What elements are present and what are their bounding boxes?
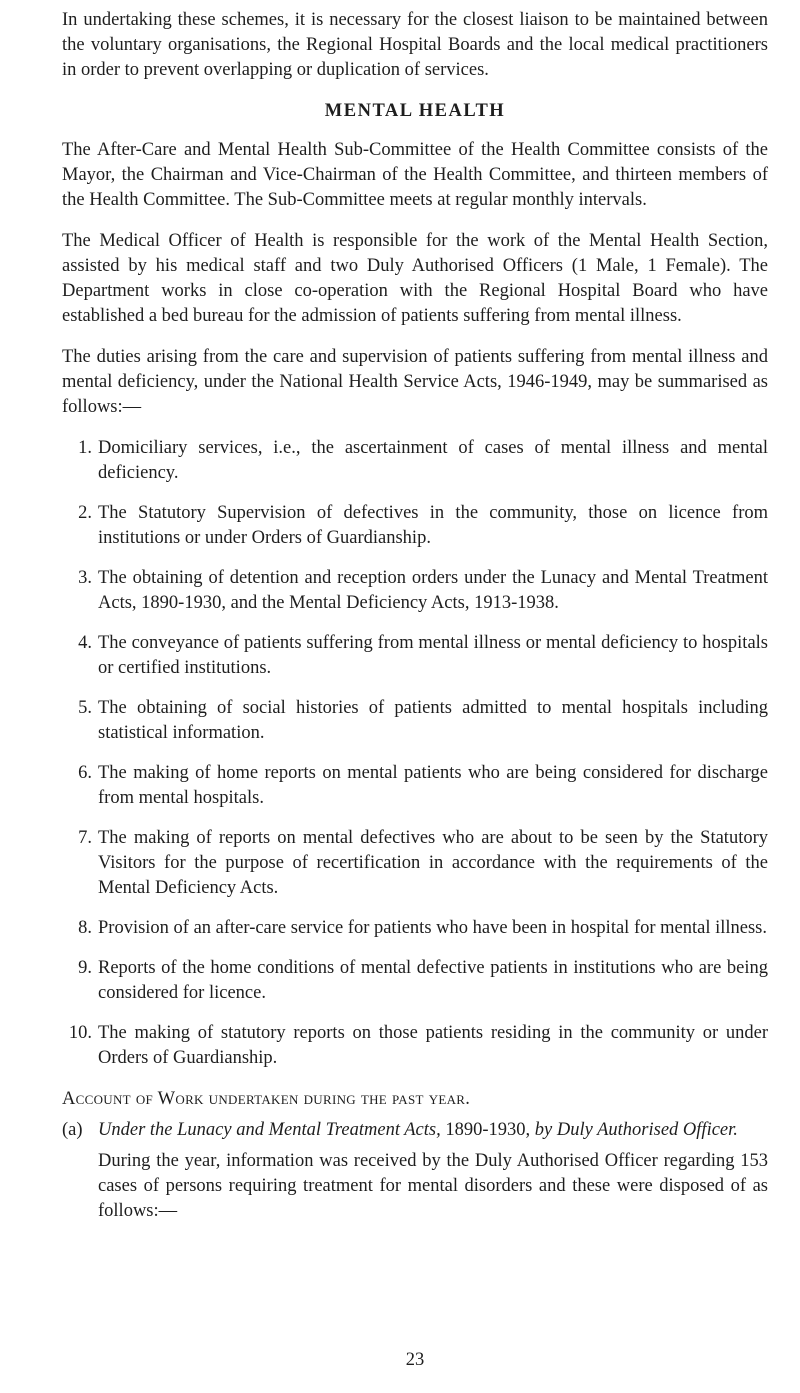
list-item-number: 7.	[78, 828, 92, 848]
list-item-number: 9.	[78, 958, 92, 978]
list-item-number: 5.	[78, 698, 92, 718]
list-item	[62, 501, 768, 551]
section-heading: MENTAL HEALTH	[324, 101, 506, 121]
list-item-number: 10.	[68, 1023, 92, 1043]
subsection-years: 1890-1930,	[440, 1120, 535, 1140]
list-item-number: 2.	[78, 503, 92, 523]
subsection-title: Under the Lunacy and Mental Treatment Acts,	[98, 1120, 441, 1140]
list-item-number: 1.	[78, 438, 92, 458]
list-item	[62, 826, 768, 901]
list-item-text: The obtaining of detention and reception orders under the Lunacy and Mental Treatment Acts, 1890-1930, and the Mental Deficiency Acts, 1913-1938.	[98, 568, 768, 613]
list-item	[62, 436, 768, 486]
subsection-label: (a)	[62, 1120, 83, 1140]
list-item-text: Domiciliary services, i.e., the ascertainment of cases of mental illness and mental deficiency.	[98, 438, 768, 483]
list-item	[62, 1021, 768, 1071]
closing-paragraph: During the year, information was received by the Duly Authorised Officer regarding 153 cases of persons requiring treatment for mental disorders and these were disposed of as follows:—	[98, 1151, 768, 1221]
committee-paragraph: The After-Care and Mental Health Sub-Committee of the Health Committee consists of the Mayor, the Chairman and Vice-Chairman of the Health Committee, and thirteen members of the Health Committee. The Sub-Committee meets at regular monthly intervals.	[62, 140, 768, 210]
list-item-number: 8.	[78, 918, 92, 938]
list-item-text: The conveyance of patients suffering from mental illness or mental deficiency to hospitals or certified institutions.	[98, 633, 768, 678]
list-item-text: The making of home reports on mental patients who are being considered for discharge from mental hospitals.	[98, 763, 768, 808]
duties-list	[62, 436, 768, 1071]
account-heading: Account of Work undertaken during the past year.	[62, 1089, 471, 1109]
list-item-text: Reports of the home conditions of mental defective patients in institutions who are being considered for licence.	[98, 958, 768, 1003]
subsection-title-tail: by Duly Authorised Officer.	[534, 1120, 738, 1140]
list-item	[62, 761, 768, 811]
list-item-text: The making of statutory reports on those patients residing in the community or under Orders of Guardianship.	[98, 1023, 768, 1068]
list-item	[62, 956, 768, 1006]
list-item-text: The making of reports on mental defectives who are about to be seen by the Statutory Visitors for the purpose of recertification in accordance with the requirements of the Mental Deficiency Acts.	[98, 828, 768, 898]
list-item	[62, 696, 768, 746]
list-item-number: 3.	[78, 568, 92, 588]
list-item	[62, 631, 768, 681]
list-item-text: The Statutory Supervision of defectives in the community, those on licence from institutions or under Orders of Guardianship.	[98, 503, 768, 548]
subsection-heading	[62, 1118, 768, 1143]
medical-officer-paragraph: The Medical Officer of Health is responsible for the work of the Mental Health Section, assisted by his medical staff and two Duly Authorised Officers (1 Male, 1 Female). The Department works in close co-operation with the Regional Hospital Board who have established a bed bureau for the admission of patients suffering from mental illness.	[62, 231, 768, 326]
list-item-text: The obtaining of social histories of patients admitted to mental hospitals including statistical information.	[98, 698, 768, 743]
list-item	[62, 566, 768, 616]
duties-intro-paragraph: The duties arising from the care and supervision of patients suffering from mental illness and mental deficiency, under the National Health Service Acts, 1946-1949, may be summarised as follows:—	[62, 347, 768, 417]
list-item	[62, 916, 768, 941]
intro-paragraph: In undertaking these schemes, it is necessary for the closest liaison to be maintained between the voluntary organisations, the Regional Hospital Boards and the local medical practitioners in order to prevent overlapping or duplication of services.	[62, 10, 768, 80]
document-page	[62, 0, 768, 1370]
page-number: 23	[405, 1350, 425, 1370]
list-item-text: Provision of an after-care service for patients who have been in hospital for mental illness.	[98, 918, 768, 938]
list-item-number: 4.	[78, 633, 92, 653]
list-item-number: 6.	[78, 763, 92, 783]
